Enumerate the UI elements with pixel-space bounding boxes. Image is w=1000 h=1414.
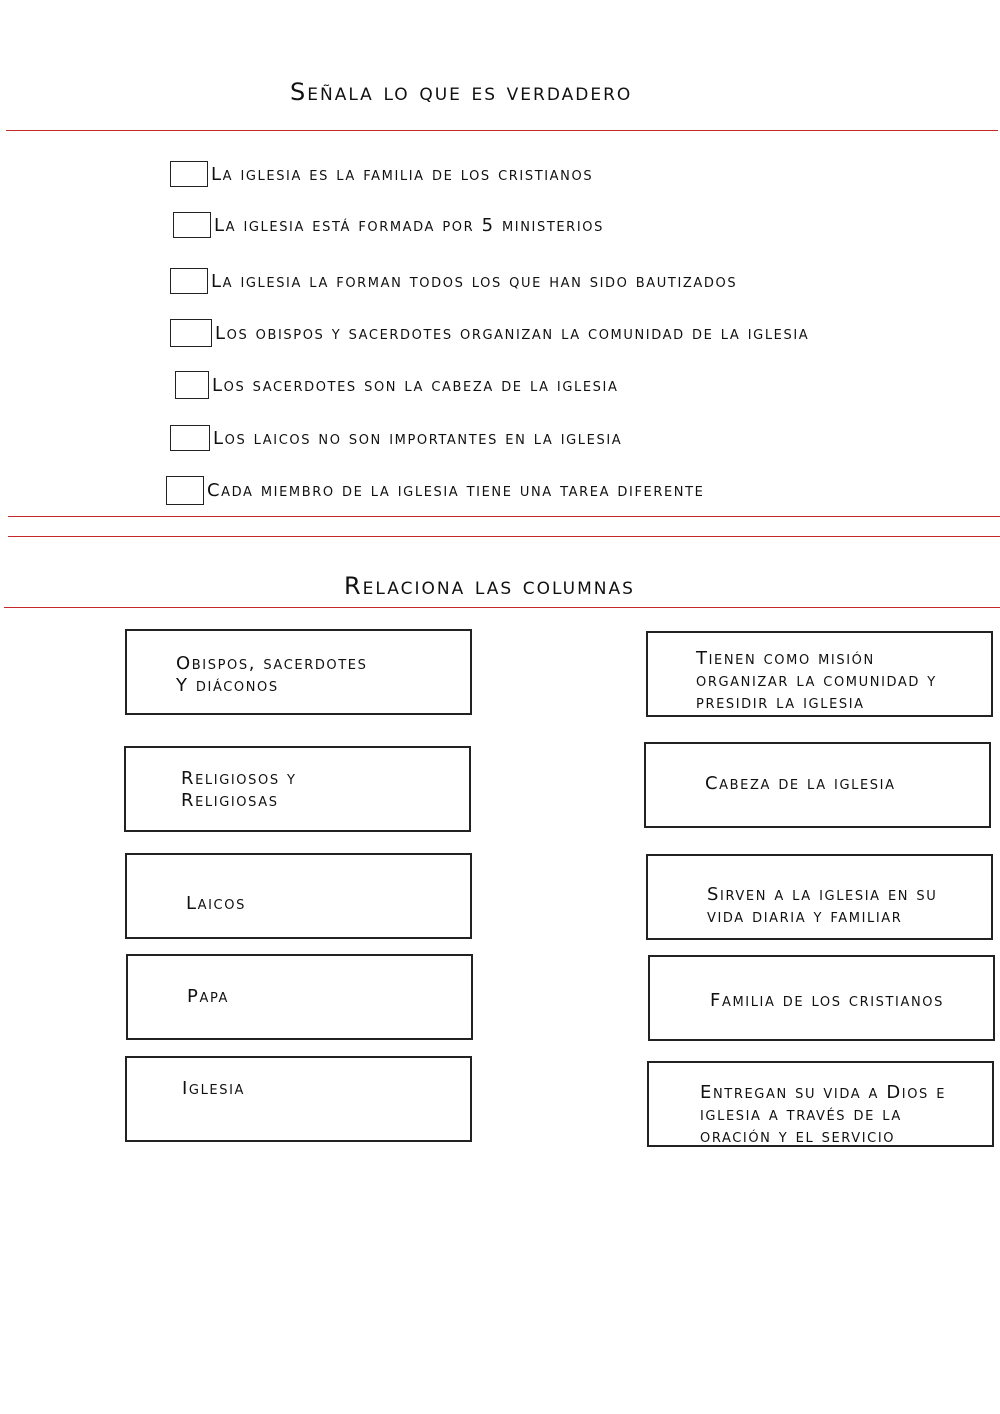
match-left-text: Obispos, sacerdotes Y diáconos	[176, 653, 368, 696]
match-right-text: Entregan su vida a Dios e iglesia a través de la oración y el servicio	[700, 1082, 947, 1147]
statement-checkbox[interactable]	[173, 212, 211, 238]
match-right-box[interactable]	[647, 1061, 994, 1147]
match-left-box[interactable]	[125, 1056, 472, 1142]
statement-row[interactable]	[173, 212, 604, 238]
statement-text: La iglesia la forman todos los que han sido bautizados	[211, 270, 738, 292]
match-left-box[interactable]	[125, 853, 472, 939]
statement-text: Los obispos y sacerdotes organizan la comunidad de la iglesia	[215, 322, 810, 344]
statement-checkbox[interactable]	[170, 425, 210, 451]
statement-checkbox[interactable]	[166, 476, 204, 505]
statement-row[interactable]	[170, 161, 593, 187]
statement-checkbox[interactable]	[170, 161, 208, 187]
statement-checkbox[interactable]	[175, 371, 209, 399]
match-left-box[interactable]	[124, 746, 471, 832]
statement-text: Los sacerdotes son la cabeza de la iglesia	[212, 374, 619, 396]
statement-row[interactable]	[170, 319, 809, 347]
statement-row[interactable]	[170, 425, 622, 451]
divider-line	[8, 516, 1000, 517]
statement-row[interactable]	[175, 371, 618, 399]
match-right-box[interactable]	[646, 854, 993, 940]
statement-text: La iglesia está formada por 5 ministerios	[214, 214, 604, 236]
match-left-text: Laicos	[186, 893, 246, 914]
divider-line	[8, 536, 1000, 537]
statement-text: Los laicos no son importantes en la iglesia	[213, 427, 623, 449]
statement-row[interactable]	[170, 268, 737, 294]
match-right-text: Tienen como misión organizar la comunidad y presidir la iglesia	[696, 648, 937, 713]
match-right-box[interactable]	[644, 742, 991, 828]
statement-row[interactable]	[166, 476, 704, 505]
match-left-box[interactable]	[126, 954, 473, 1040]
statement-checkbox[interactable]	[170, 268, 208, 294]
statement-checkbox[interactable]	[170, 319, 212, 347]
divider-line	[4, 607, 1000, 608]
section-title-match-columns: Relaciona las columnas	[344, 572, 635, 600]
section-title-true-false: Señala lo que es verdadero	[290, 78, 633, 106]
match-left-text: Iglesia	[182, 1078, 246, 1099]
match-right-box[interactable]	[646, 631, 993, 717]
match-right-text: Familia de los cristianos	[710, 990, 944, 1011]
match-right-box[interactable]	[648, 955, 995, 1041]
statement-text: Cada miembro de la iglesia tiene una tarea diferente	[207, 480, 705, 501]
match-right-text: Sirven a la iglesia en su vida diaria y familiar	[707, 884, 938, 927]
statement-text: La iglesia es la familia de los cristianos	[211, 163, 594, 185]
match-left-box[interactable]	[125, 629, 472, 715]
divider-line	[6, 130, 998, 131]
match-right-text: Cabeza de la iglesia	[705, 773, 896, 794]
match-left-text: Papa	[187, 986, 230, 1007]
match-left-text: Religiosos y Religiosas	[181, 768, 297, 811]
